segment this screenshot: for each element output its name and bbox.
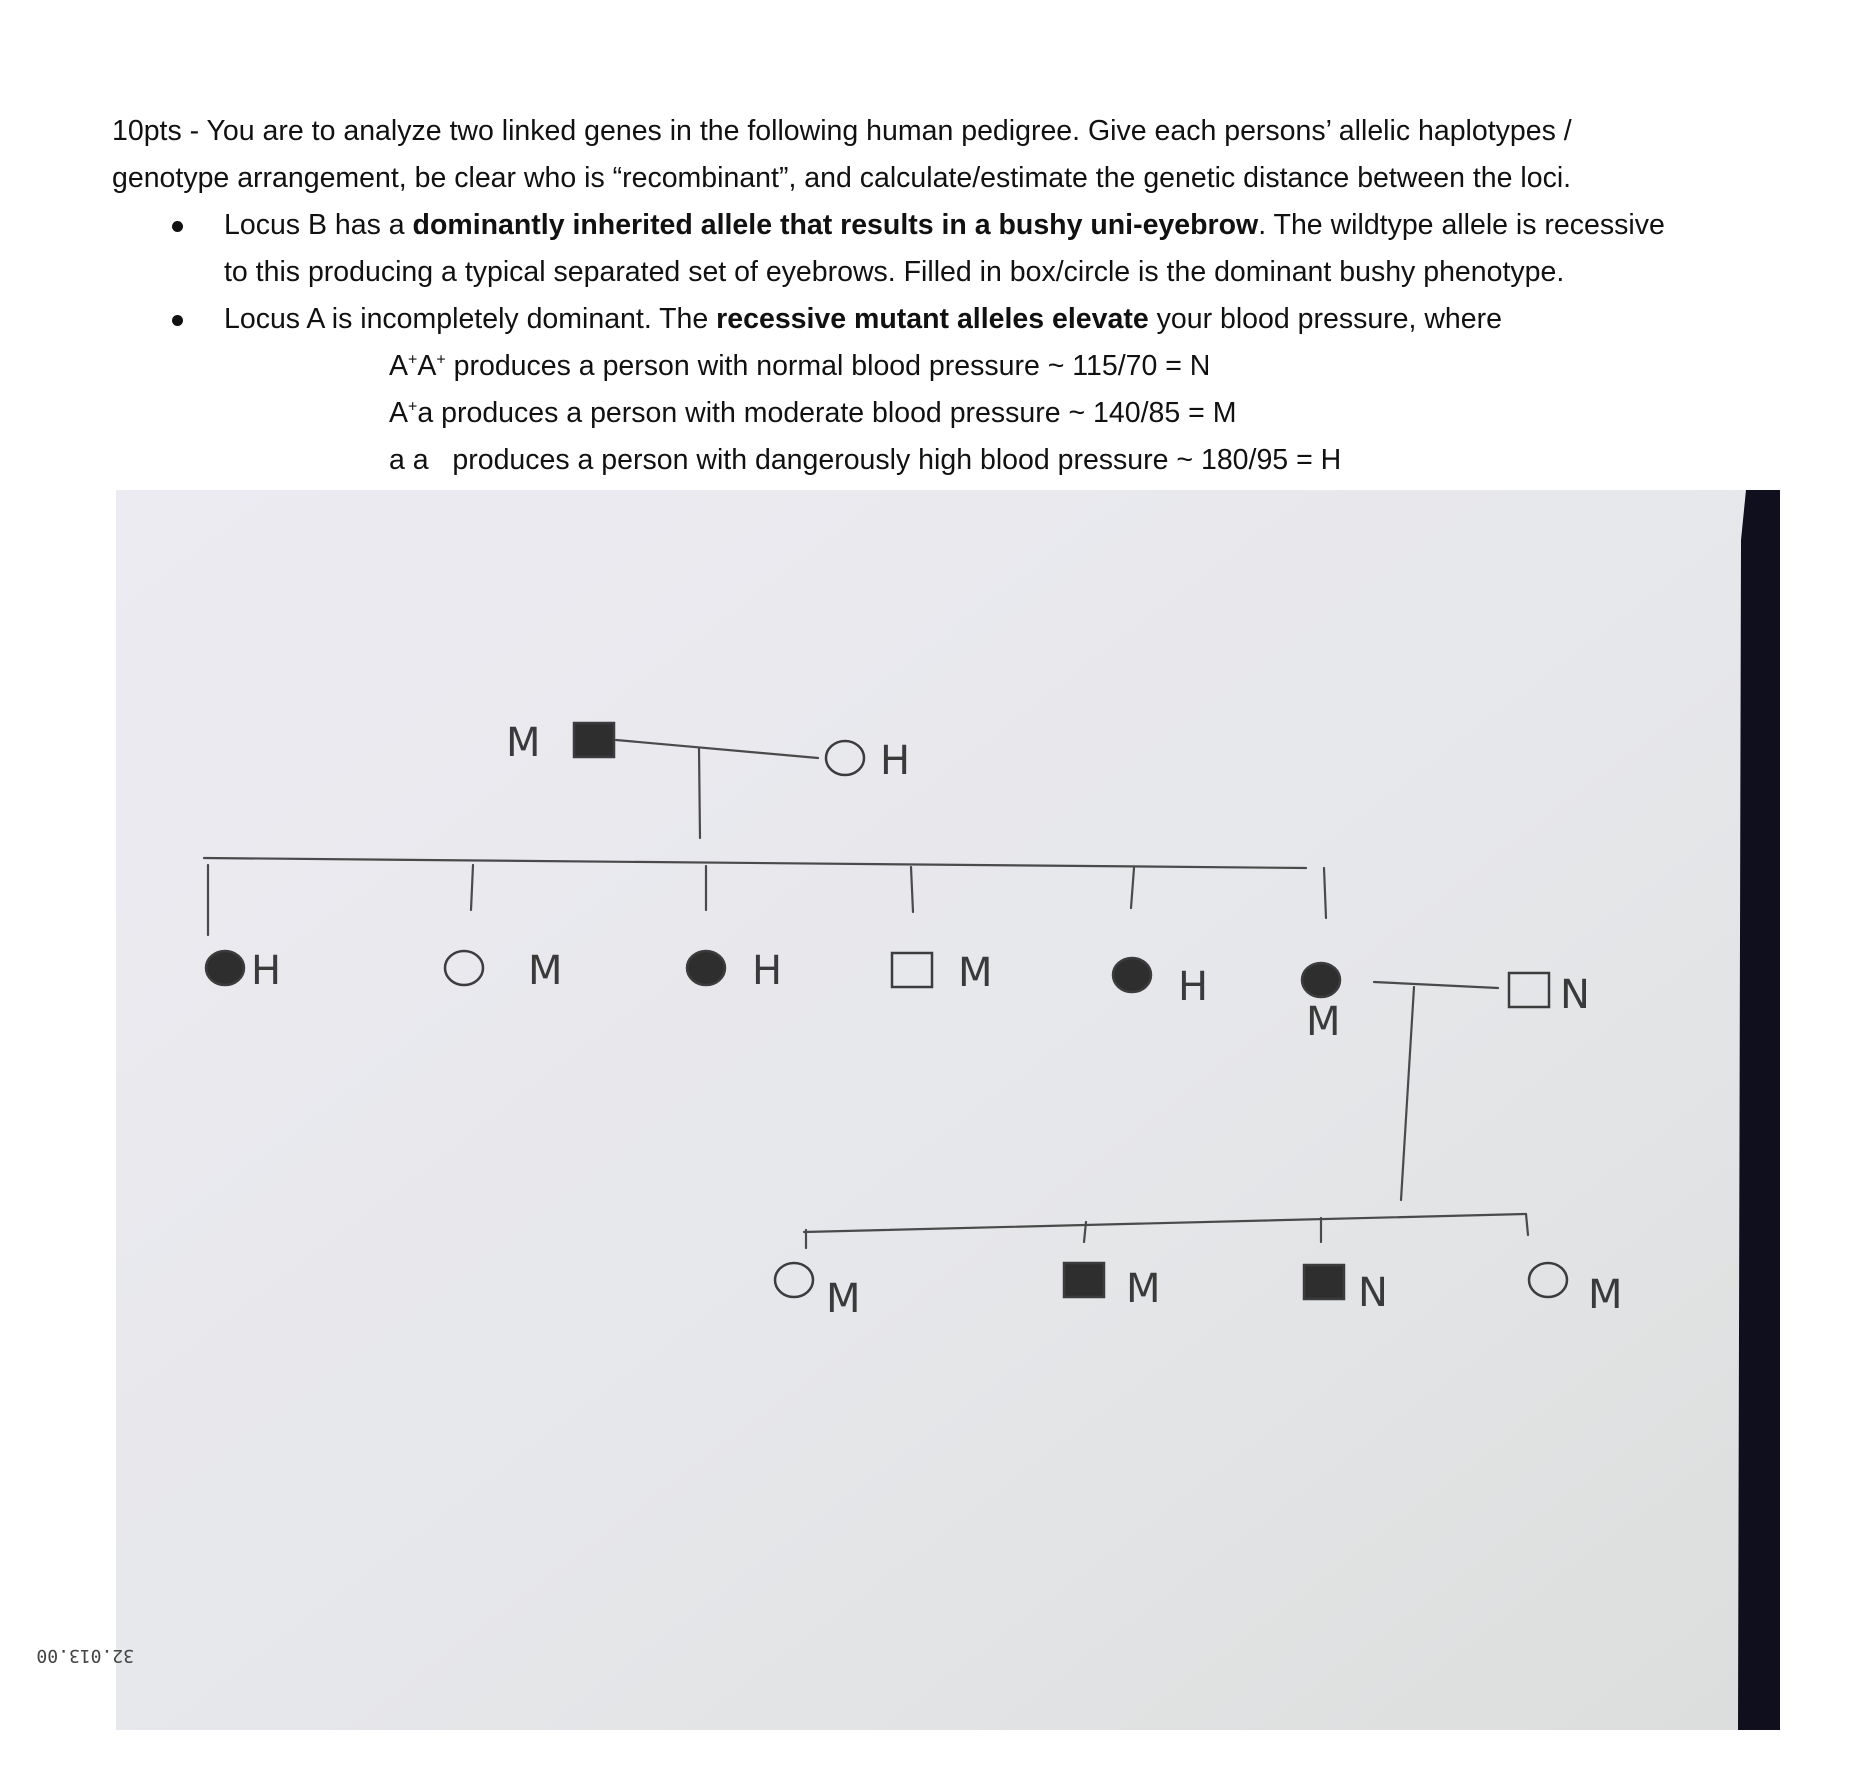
female-circle-icon [206, 951, 244, 985]
bp-label: H [752, 948, 783, 994]
bullet-list [112, 202, 1772, 343]
bp-label: H [880, 738, 911, 784]
bp-label: H [1178, 964, 1209, 1010]
locus-b-text-line2: to this producing a typical separated set of eyebrows. Filled in box/circle is the dominant bushy phenotype. [224, 256, 1565, 288]
male-square-icon [1064, 1263, 1104, 1297]
bullet-dot-icon [172, 221, 183, 232]
bp-label: H [251, 948, 282, 994]
female-circle-icon [687, 951, 725, 985]
question-line-1: 10pts - You are to analyze two linked genes in the following human pedigree. Give each persons’ allelic haplotypes / [112, 115, 1572, 147]
bullet-locus-a [112, 296, 1772, 343]
genotype-line-3: a a produces a person with dangerously high blood pressure ~ 180/95 = H [389, 444, 1342, 476]
bp-label: M [1306, 999, 1341, 1045]
pedigree-diagram [36, 490, 1780, 1730]
gen2-child-6 [1302, 963, 1341, 1045]
bp-label: N [1560, 972, 1590, 1018]
locus-b-text-bold: dominantly inherited allele that results in a bushy uni-eyebrow [412, 209, 1259, 241]
locus-a-text-post: your blood pressure, where [1148, 303, 1502, 335]
bp-label: M [958, 950, 993, 996]
female-circle-icon [1113, 958, 1151, 992]
genotype-line-1: A+A+ produces a person with normal blood pressure ~ 115/70 = N [389, 350, 1211, 382]
locus-a-text-pre: Locus A is incompletely dominant. The [224, 303, 717, 335]
bp-label: M [1588, 1272, 1623, 1318]
paper-sheet [116, 490, 1746, 1730]
locus-b-text-post: . The wildtype allele is recessive [1258, 209, 1665, 241]
bp-label: N [1358, 1270, 1388, 1316]
male-square-icon [574, 723, 614, 757]
descent-line-gen1 [699, 748, 700, 838]
male-square-icon [1304, 1265, 1344, 1299]
bullet-locus-b [112, 202, 1772, 296]
locus-b-text-pre: Locus B has a [224, 209, 413, 241]
question-text [112, 108, 1772, 484]
genotype-line-2: A+a produces a person with moderate blood pressure ~ 140/85 = M [389, 397, 1237, 429]
female-circle-icon [1302, 963, 1340, 997]
bp-label: M [1126, 1266, 1161, 1312]
question-line-2: genotype arrangement, be clear who is “recombinant”, and calculate/estimate the genetic distance between the loci. [112, 162, 1572, 194]
locus-a-text-bold: recessive mutant alleles elevate [716, 303, 1149, 335]
side-stamp: 32.013.00 [36, 1645, 134, 1666]
pedigree-photo [36, 490, 1780, 1730]
bullet-dot-icon [172, 315, 183, 326]
bp-label: M [826, 1276, 861, 1322]
bp-label: M [528, 948, 563, 994]
bp-label: M [506, 720, 541, 766]
